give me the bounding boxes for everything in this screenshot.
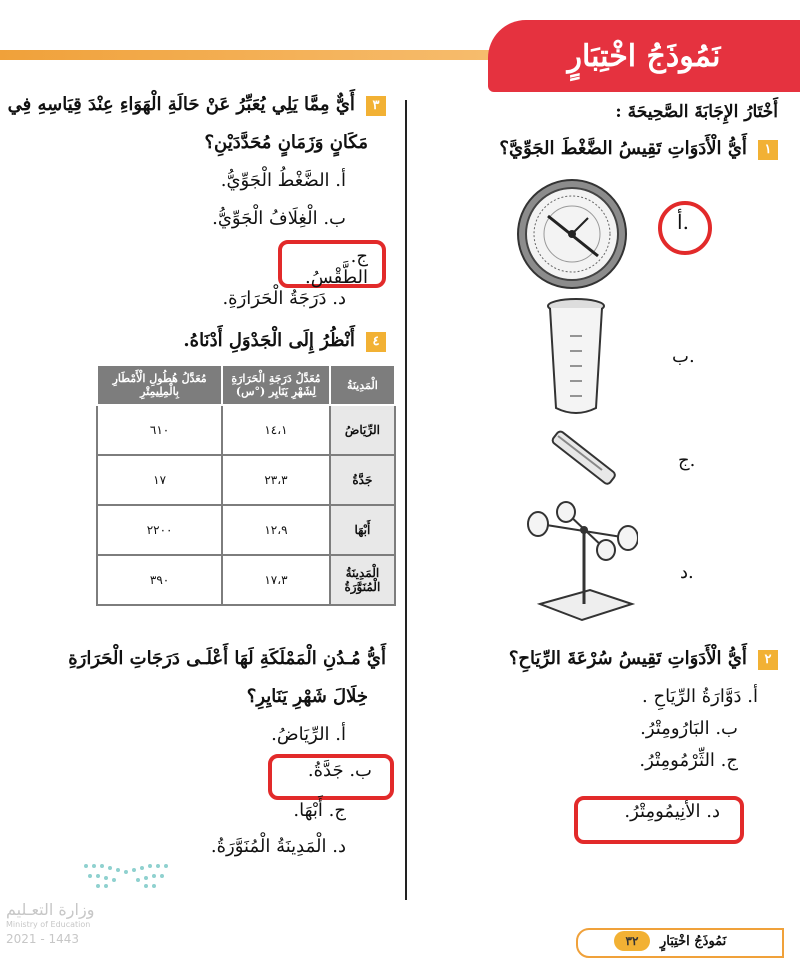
header-stripe — [0, 50, 560, 60]
q4-number: ٤ — [366, 332, 386, 352]
instruction-text: أَخْتَارُ الإِجَابَةَ الصَّحِيحَةَ : — [615, 102, 778, 122]
table-cell-temperature: ١٢،٩ — [222, 505, 330, 555]
q4-option-b[interactable]: ب. جَدَّةُ. — [307, 760, 372, 781]
temperature-rainfall-table — [96, 364, 396, 606]
q1-option-d[interactable]: د. — [680, 562, 694, 583]
table-header-temperature: مُعَدَّلُ دَرَجَةِ الْحَرَارَةِ لِشَهْرِ يَنَايِر (°س) — [222, 365, 330, 405]
q4-text: أَنْظُرُ إِلَى الْجَدْوَلِ أَدْنَاهُ. — [183, 330, 355, 351]
ministry-name: وزارة التعـليم — [6, 900, 95, 919]
column-divider — [405, 100, 407, 900]
page-number: ٣٢ — [614, 931, 650, 951]
table-header-row — [97, 365, 395, 405]
q3-option-b[interactable]: ب. الْغِلَافُ الْجَوِّيُّ. — [212, 208, 346, 229]
q3-text-line2: مَكَانٍ وَزَمَانٍ مُحَدَّدَيْنِ؟ — [204, 132, 368, 153]
table-row — [97, 405, 395, 455]
table-cell-city: جَدَّةُ — [330, 455, 395, 505]
q3-number: ٣ — [366, 96, 386, 116]
q2-number: ٢ — [758, 650, 778, 670]
q1-number: ١ — [758, 140, 778, 160]
page-title: نَمُوذَجُ اخْتِبَارٍ — [488, 20, 800, 92]
table-cell-rainfall: ٣٩٠ — [97, 555, 222, 605]
q2-option-a[interactable]: أ. دَوَّارَةُ الرِّيَاحِ . — [642, 686, 758, 707]
q4-option-d[interactable]: د. الْمَدِينَةُ الْمُنَوَّرَةُ. — [210, 836, 346, 857]
q2-option-d[interactable]: د. الأنِيمُومِتْرُ. — [624, 801, 720, 822]
q1-option-c[interactable]: ج. — [678, 450, 696, 471]
table-cell-temperature: ١٧،٣ — [222, 555, 330, 605]
q1-option-a[interactable]: أ. — [677, 210, 689, 234]
q4-question-line2: خِلَالَ شَهْرِ يَنَايِرِ؟ — [246, 686, 368, 707]
ministry-year: 2021 - 1443 — [6, 932, 80, 946]
q4-prompt — [6, 330, 386, 352]
q4-option-c[interactable]: ج. أَبْهَا. — [293, 800, 346, 821]
q3-option-d[interactable]: د. دَرَجَةُ الْحَرَارَةِ. — [222, 288, 346, 309]
table-cell-rainfall: ٢٢٠٠ — [97, 505, 222, 555]
barometer-icon — [516, 178, 628, 290]
table-header-rainfall: مُعَدَّلُ هُطُولِ الْأَمْطَارِ بِالْمِلِيمِتْرِ — [97, 365, 222, 405]
q3-text-line1: أَيٌّ مِمَّا يَلِي يُعَبِّرُ عَنْ حَالَةِ الْهَوَاءِ عِنْدَ قِيَاسِهِ فِي — [7, 94, 355, 115]
q3-prompt — [6, 94, 386, 116]
q1-option-b[interactable]: ب. — [672, 346, 695, 367]
table-cell-city: الْمَدِينَةُ الْمُنَوَّرَةُ — [330, 555, 395, 605]
table-cell-temperature: ٢٣،٣ — [222, 455, 330, 505]
q4-question-line1: أَيُّ مُـدُنِ الْمَمْلَكَةِ لَهَا أَعْلَـى دَرَجَاتِ الْحَرَارَةِ — [68, 648, 386, 669]
table-cell-temperature: ١٤،١ — [222, 405, 330, 455]
q2-text: أَيُّ الْأَدَوَاتِ تَقِيسُ سُرْعَةَ الرِّيَاحِ؟ — [508, 648, 747, 669]
q2-option-b[interactable]: ب. البَارُومِتْرُ. — [640, 718, 738, 739]
thermometer-icon — [544, 424, 616, 488]
rain-gauge-icon — [544, 296, 608, 420]
table-header-city: الْمَدِينَةُ — [330, 365, 395, 405]
table-row — [97, 455, 395, 505]
ministry-logo-icon — [78, 856, 174, 892]
table-cell-rainfall: ٦١٠ — [97, 405, 222, 455]
footer-label: نَمُوذَجُ اخْتِبَارٍ — [660, 933, 727, 949]
table-cell-rainfall: ١٧ — [97, 455, 222, 505]
q1-text: أَيُّ الْأَدَوَاتِ تَقِيسُ الضَّغْطَ الجَوِّيَّ؟ — [499, 138, 747, 159]
q3-option-a[interactable]: أ. الضَّغْطُ الْجَوِّيُّ. — [220, 170, 346, 191]
table-cell-city: أَبْهَا — [330, 505, 395, 555]
table-row — [97, 555, 395, 605]
q2-option-c[interactable]: ج. الثِّرْمُومِتْرُ. — [639, 750, 738, 771]
table-cell-city: الرِّيَاضُ — [330, 405, 395, 455]
q1-prompt — [408, 138, 778, 160]
ministry-name-en: Ministry of Education — [6, 920, 91, 929]
anemometer-icon — [520, 496, 638, 622]
q3-option-c[interactable]: ج. الطَّقْسُ. — [304, 246, 368, 288]
table-row — [97, 505, 395, 555]
q4-option-a[interactable]: أ. الرِّيَاضُ. — [271, 724, 346, 745]
q2-prompt — [408, 648, 778, 670]
